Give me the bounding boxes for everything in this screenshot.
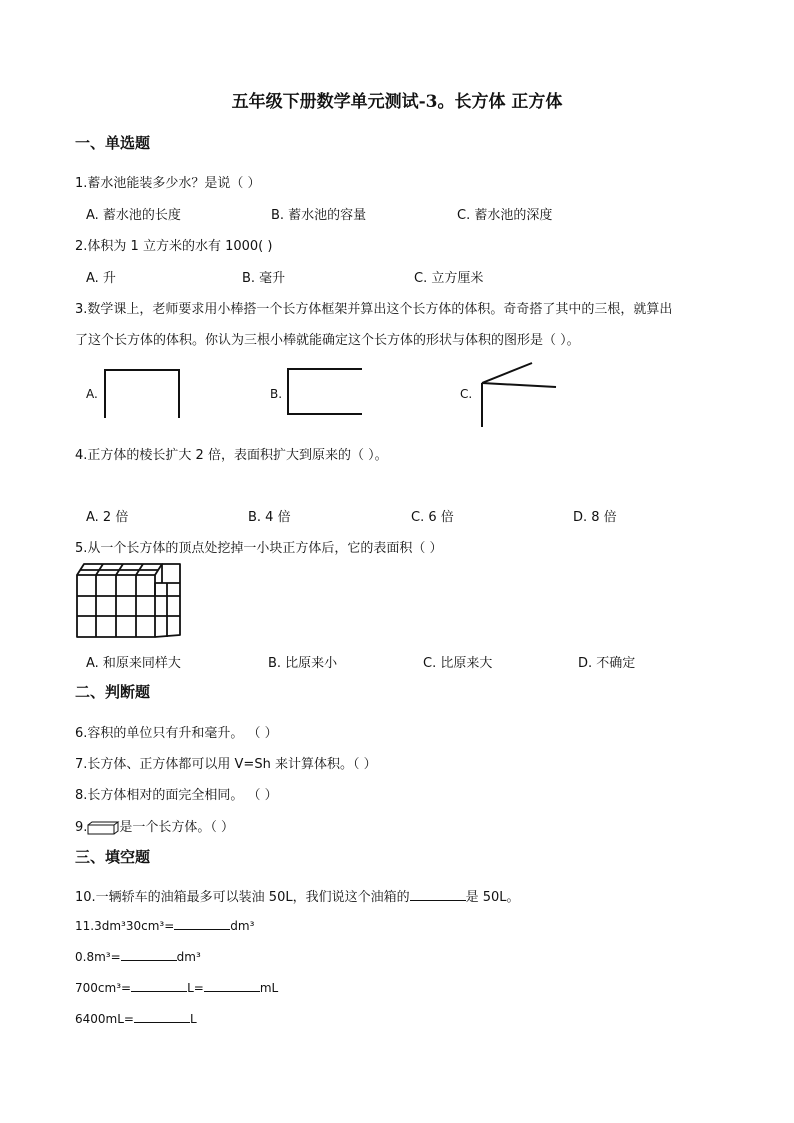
q4-option-b: B. 4 倍 — [248, 510, 291, 525]
q11-blank-4[interactable] — [204, 979, 260, 992]
question-7: 7.长方体、正方体都可以用 V=Sh 来计算体积。（ ） — [75, 757, 377, 772]
q11-blank-3[interactable] — [131, 979, 187, 992]
q2-option-a: A. 升 — [86, 271, 116, 286]
question-2: 2.体积为 1 立方米的水有 1000( ) — [75, 239, 273, 254]
q9-cuboid-icon — [87, 821, 119, 835]
question-11-part-2: 0.8m³= dm³ — [75, 950, 201, 964]
q4-option-c: C. 6 倍 — [411, 510, 454, 525]
question-10: 10.一辆轿车的油箱最多可以装油 50L，我们说这个油箱的 是 50L。 — [75, 890, 520, 905]
q5-option-b: B. 比原来小 — [268, 656, 338, 671]
page-title: 五年级下册数学单元测试-3。长方体 正方体 — [231, 92, 563, 112]
q11-blank-1[interactable] — [174, 917, 230, 930]
section-fill-in: 三、填空题 — [75, 848, 151, 866]
q5-option-c: C. 比原来大 — [423, 656, 493, 671]
question-11: 11.3dm³30cm³= dm³ — [75, 919, 255, 933]
question-9 — [75, 816, 234, 835]
question-6: 6.容积的单位只有升和毫升。 （ ） — [75, 726, 278, 741]
question-3-line-1: 3.数学课上，老师要求用小棒搭一个长方体框架并算出这个长方体的体积。奇奇搭了其中的三根，就算出 — [75, 302, 673, 317]
q1-option-b: B. 蓄水池的容量 — [271, 208, 367, 223]
q3-label-c: C. — [460, 387, 473, 401]
question-8: 8.长方体相对的面完全相同。 （ ） — [75, 788, 278, 803]
question-5: 5.从一个长方体的顶点处挖掉一小块正方体后，它的表面积（ ） — [75, 541, 443, 556]
q5-option-d: D. 不确定 — [578, 656, 636, 671]
q9-prefix: 9. — [75, 820, 88, 835]
question-11-part-4: 6400mL= L — [75, 1012, 197, 1026]
question-3-line-2: 了这个长方体的体积。你认为三根小棒就能确定这个长方体的形状与体积的图形是（ ）。 — [75, 333, 580, 348]
q5-option-a: A. 和原来同样大 — [86, 656, 181, 671]
q10-blank[interactable] — [410, 888, 466, 901]
q1-option-a: A. 蓄水池的长度 — [86, 208, 181, 223]
q11-blank-2[interactable] — [121, 948, 177, 961]
question-4: 4.正方体的棱长扩大 2 倍，表面积扩大到原来的（ ）。 — [75, 448, 388, 463]
section-true-false: 二、判断题 — [75, 683, 151, 701]
q2-option-c: C. 立方厘米 — [414, 271, 484, 286]
q3-label-b: B. — [270, 387, 283, 401]
q3-label-a: A. — [86, 387, 98, 401]
section-single-choice: 一、单选题 — [75, 134, 151, 152]
question-1: 1.蓄水池能装多少水？是说（ ） — [75, 176, 261, 191]
question-11-part-3: 700cm³= L= mL — [75, 981, 279, 995]
q1-option-c: C. 蓄水池的深度 — [457, 208, 553, 223]
q4-option-a: A. 2 倍 — [86, 510, 129, 525]
q11-blank-5[interactable] — [134, 1010, 190, 1023]
q9-suffix: 是一个长方体。（ ） — [119, 820, 235, 835]
q2-option-b: B. 毫升 — [242, 271, 286, 286]
q4-option-d: D. 8 倍 — [573, 510, 617, 525]
